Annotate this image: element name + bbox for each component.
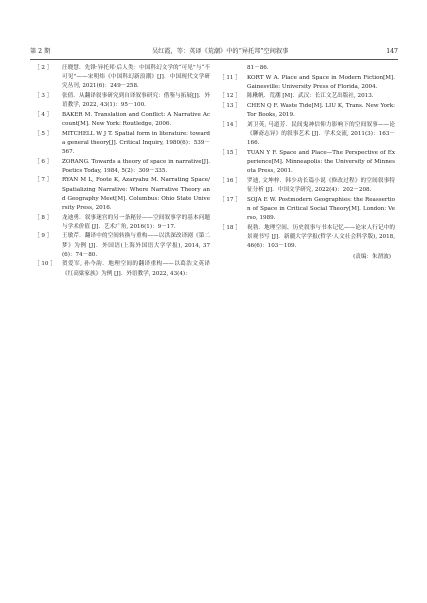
reference-number: ［ 14 ］ <box>219 121 241 128</box>
reference-number: ［ 10 ］ <box>34 261 56 268</box>
reference-number: ［ 3 ］ <box>34 93 53 99</box>
reference-item <box>219 121 395 149</box>
reference-item <box>34 64 210 92</box>
reference-number: ［ 12 ］ <box>219 93 241 100</box>
running-title: 吴红霞，等：英译《荒潮》中的“异托邦”空间叙事 <box>152 48 289 55</box>
reference-item <box>34 214 210 232</box>
reference-item <box>219 149 395 177</box>
reference-item <box>34 232 210 260</box>
reference-item <box>219 74 395 92</box>
reference-text: 张倩．从翻译叙事研究到自译叙事研究：借鉴与拓展[J]．外语教学, 2022, 43(1)：95－100. <box>62 93 210 109</box>
reference-text: 汪晓慧．先锋·异托邦·后人类：中国科幻文学的“可见”与“不可见”——宋明炜《中国科幻新浪潮》[J]．中国现代文学研究丛刊, 2021(6)：249－258. <box>62 65 210 90</box>
reference-text: BAKER M. Translation and Conflict: A Narrative Account[M]. New York: Routledge, 2006. <box>62 111 210 127</box>
page-number: 147 <box>386 48 398 55</box>
reference-number: ［ 11 ］ <box>219 74 241 81</box>
reference-number: ［ 5 ］ <box>34 130 53 137</box>
reference-item <box>34 176 210 213</box>
reference-text: SOJA E W. Postmodern Geographies: the Reassertion of Space in Critical Social Theory[M]. London: Verso, 1989. <box>247 196 395 221</box>
reference-number: ［ 16 ］ <box>219 177 241 184</box>
reference-text: ZORANG. Towards a theory of space in narrative[J]. Poetics Today, 1984, 5(2)：309－335. <box>62 158 210 174</box>
reference-number: ［ 6 ］ <box>34 158 53 165</box>
reference-text: 龙迪勇．叙事迷宫的另一条秘径——空间叙事学的基本问题与学术价值 [J]．艺术广角, 2016(1)：9－17. <box>62 214 210 230</box>
reference-text: 祝勃．地理空间、历史叙事与书本记忆——论宋人行记中的景观书写 [J]．新疆大学学报(哲学·人文社会科学版), 2018, 46(6)：103－109. <box>247 224 395 249</box>
reference-item <box>34 158 210 176</box>
reference-item <box>219 177 395 195</box>
reference-text: 刘卫英, 马道芳．民间鬼神信仰力影响下的空间叙事——论《聊斋志异》的叙事艺术 [J]．学术交流, 2011(3)：163－166. <box>247 121 395 147</box>
references-left-column <box>34 64 210 279</box>
reference-number: ［ 15 ］ <box>219 149 241 156</box>
reference-number: ［ 13 ］ <box>219 102 241 109</box>
references-right-column <box>219 64 395 262</box>
header-rule <box>30 59 398 60</box>
reference-text: 贺爱军, 孙今韵．地理空间的翻译重构——以葛浩文英译《红高粱家族》为例 [J]．外语教学, 2022, 43(4)： <box>62 261 210 277</box>
editor-note: (责编：朱渭波) <box>353 254 391 261</box>
reference-item <box>219 196 395 224</box>
reference-number: ［ 2 ］ <box>34 65 53 71</box>
reference-item <box>219 92 395 101</box>
reference-number: ［ 17 ］ <box>219 196 241 203</box>
reference-number: ［ 4 ］ <box>34 111 53 118</box>
reference-text: TUAN Y F. Space and Place—The Perspective of Experience[M]. Minneapolis: the University of Minnesota Press, 2001. <box>247 149 395 175</box>
reference-item <box>219 102 395 120</box>
reference-text: KORT W A. Place and Space in Modern Fiction[M]. Gainesville: University Press of Florida, 2004. <box>247 74 395 90</box>
reference-text: CHEN Q F. Waste Tide[M]. LIU K, Trans. New York: Tor Books, 2019. <box>247 102 395 119</box>
issue-label: 第 2 期 <box>30 48 51 55</box>
reference-text: RYAN M L, Foote K, Azaryahu M. Narrating Space/Spatializing Narrative: Where Narrative Theory and Geography Meet[M]. Columbus: Ohio State University Press, 2016. <box>62 177 210 211</box>
reference-text: 罗迪, 文坤梓．韩少功长篇小说《修改过程》的空间叙事特征分析 [J]．中国文学研究, 2022(4)：202－208. <box>247 177 395 193</box>
reference-text: 陈楸帆．荒潮 [M]．武汉：长江文艺出版社, 2013. <box>247 93 374 100</box>
reference-text: 81－86. <box>247 65 269 71</box>
reference-item <box>34 260 210 278</box>
reference-item <box>34 92 210 110</box>
reference-item <box>34 111 210 129</box>
reference-continuation <box>219 64 395 73</box>
reference-item <box>34 130 210 158</box>
reference-text: 王敏芹．翻译中的空间转换与重构——以洪深改译剧《第二梦》为例 [J]．外国语(上海外国语大学学报), 2014, 37(6)：74－80. <box>62 233 210 258</box>
reference-text: MITCHELL W J T. Spatial form in literature: toward a general theory[J]. Critical Inquiry, 1980(6)：539－567. <box>62 130 210 155</box>
reference-number: ［ 8 ］ <box>34 214 53 221</box>
page-header <box>30 46 398 58</box>
reference-number: ［ 7 ］ <box>34 177 53 184</box>
reference-item <box>219 224 395 252</box>
reference-number: ［ 18 ］ <box>219 224 241 231</box>
reference-number: ［ 9 ］ <box>34 233 53 240</box>
